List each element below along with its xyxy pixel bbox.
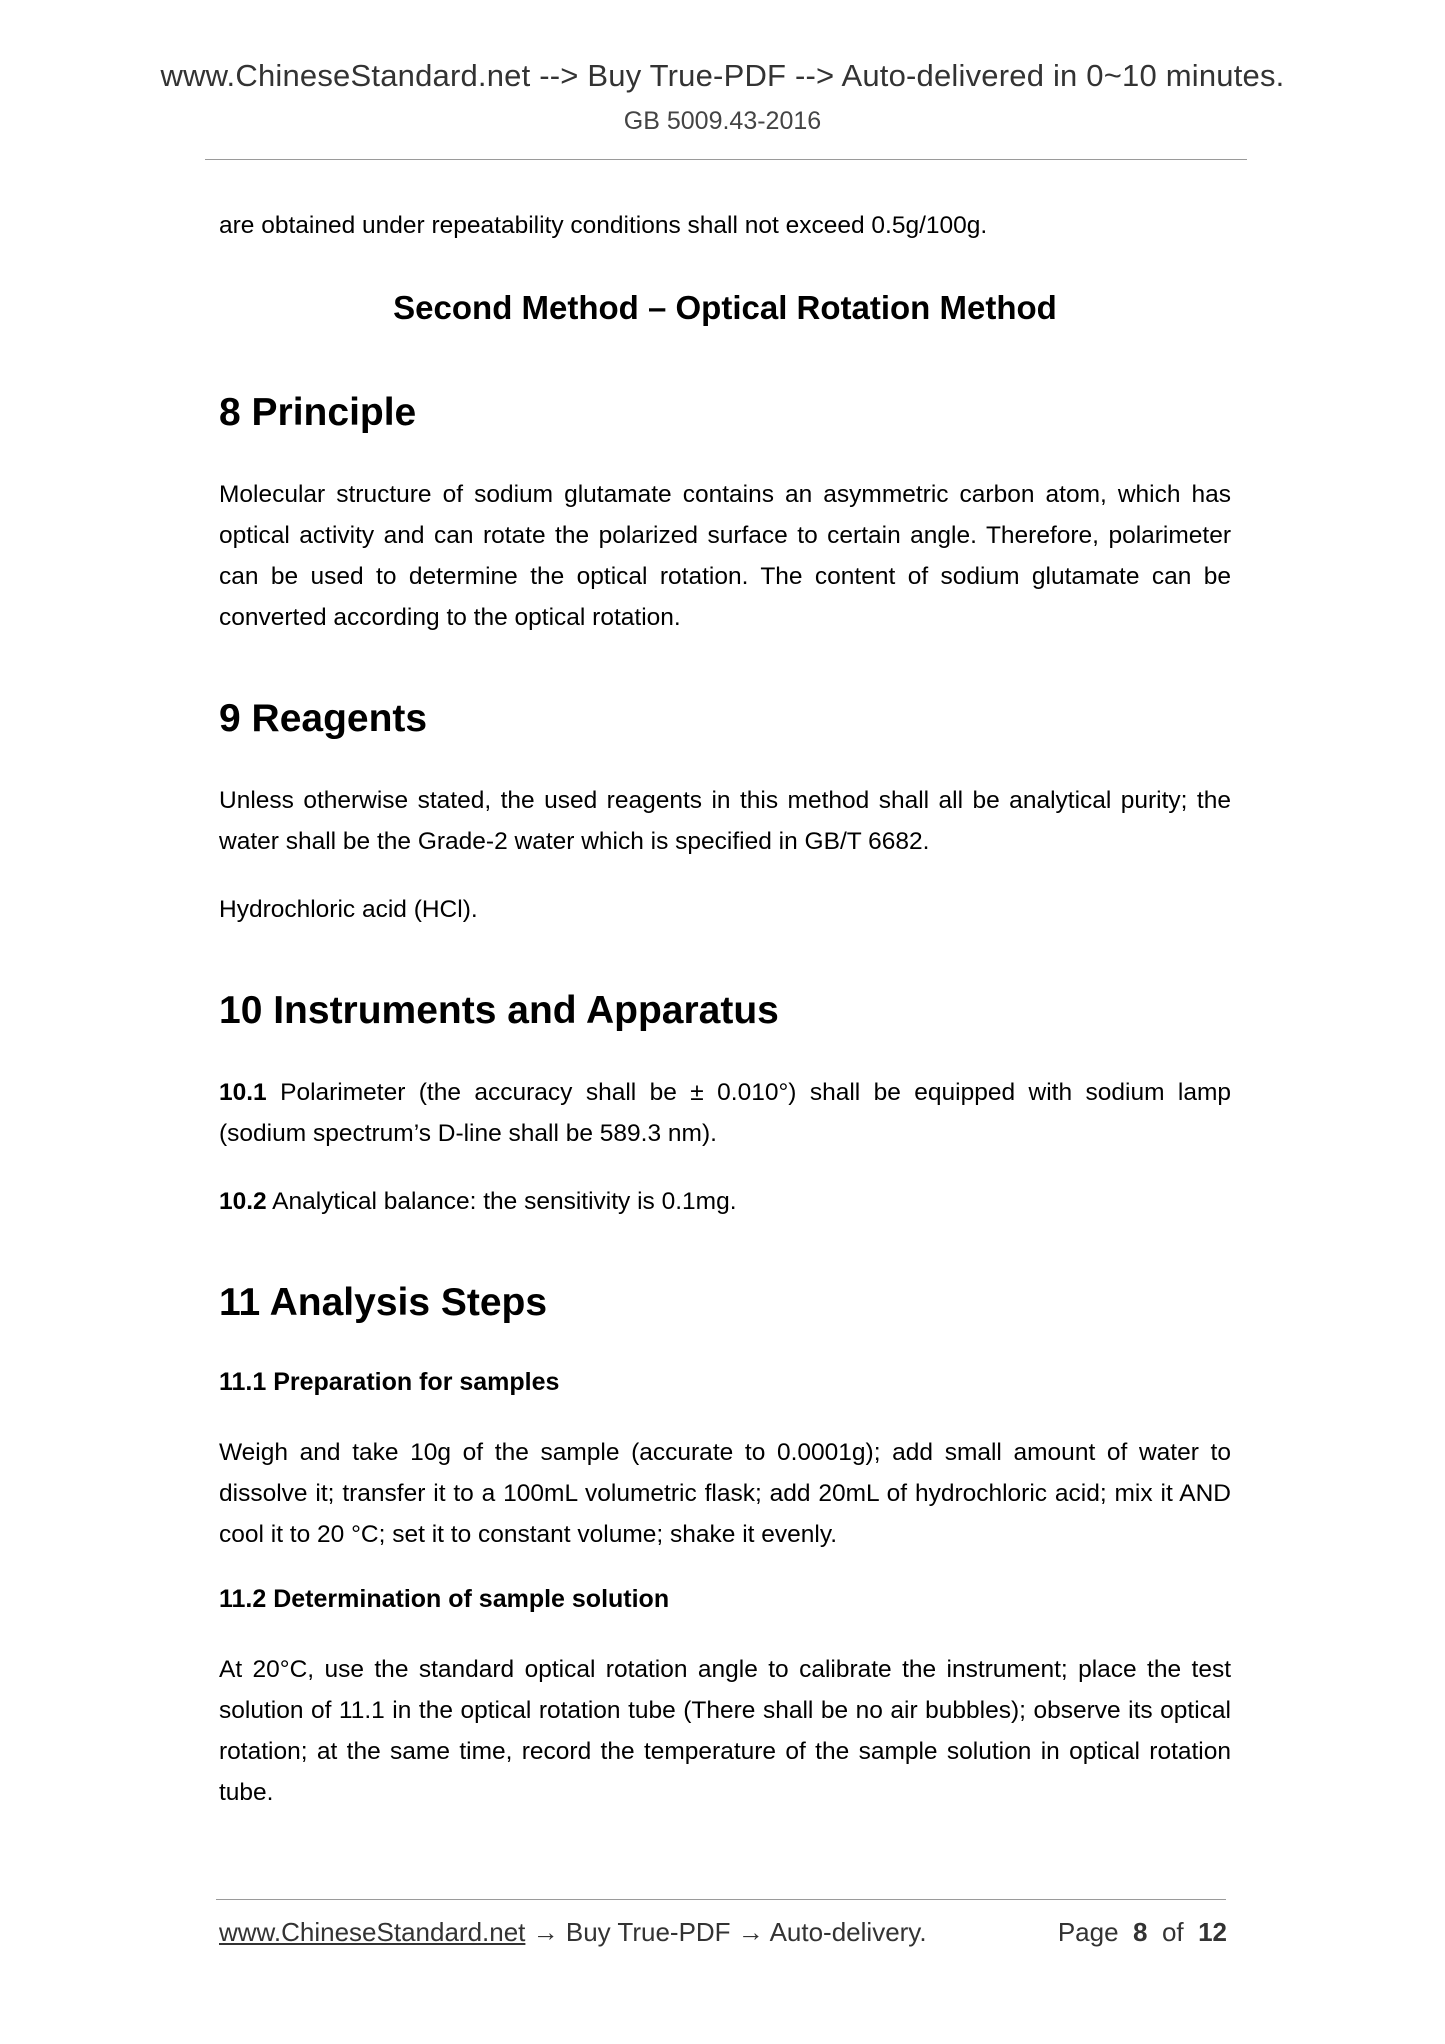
instrument-item-polarimeter: [219, 1072, 1231, 1154]
continued-paragraph: are obtained under repeatability conditions shall not exceed 0.5g/100g.: [219, 212, 988, 239]
current-page-number: 8: [1133, 1917, 1148, 1947]
page-body: [219, 205, 1231, 1813]
clause-text: Analytical balance: the sensitivity is 0.1mg.: [266, 1188, 737, 1215]
section-heading-instruments: 10 Instruments and Apparatus: [219, 989, 779, 1032]
footer-tagline: → Buy True-PDF → Auto-delivery.: [525, 1917, 927, 1947]
subsection-heading-determination: 11.2 Determination of sample solution: [219, 1585, 670, 1613]
page-word: Page: [1057, 1917, 1119, 1947]
instrument-item-balance: [219, 1181, 1231, 1222]
section-heading-principle: 8 Principle: [219, 391, 417, 434]
reagent-item-hcl: Hydrochloric acid (HCl).: [219, 896, 478, 923]
subsection-heading-preparation: 11.1 Preparation for samples: [219, 1368, 560, 1396]
footer-site-link[interactable]: www.ChineseStandard.net: [219, 1917, 526, 1947]
of-word: of: [1161, 1917, 1184, 1947]
reagents-paragraph: Unless otherwise stated, the used reagents in this method shall all be analytical purity; the water shall be the Grade-2 water which is specified in GB/T 6682.: [219, 787, 1231, 855]
footer-divider: [216, 1899, 1226, 1900]
clause-number: 10.1: [219, 1079, 267, 1106]
clause-text: Polarimeter (the accuracy shall be ± 0.010°) shall be equipped with sodium lamp (sodium spectrum’s D-line shall be 589.3 nm).: [219, 1079, 1231, 1147]
determination-paragraph: At 20°C, use the standard optical rotation angle to calibrate the instrument; place the test solution of 11.1 in the optical rotation tube (There shall be no air bubbles); observe its optical rotation; at the same time, record the temperature of the sample solution in optical rotation tube.: [219, 1656, 1231, 1806]
method-title: Second Method – Optical Rotation Method: [393, 289, 1057, 326]
total-page-count: 12: [1198, 1917, 1227, 1947]
footer-left: [219, 1917, 927, 1948]
page-footer: [219, 1917, 1227, 1953]
section-heading-reagents: 9 Reagents: [219, 697, 428, 740]
principle-paragraph: Molecular structure of sodium glutamate contains an asymmetric carbon atom, which has optical activity and can rotate the polarized surface to certain angle. Therefore, polarimeter can be used to determine the optical rotation. The content of sodium glutamate can be converted according to the optical rotation.: [219, 481, 1231, 631]
header-banner: www.ChineseStandard.net --> Buy True-PDF --> Auto-delivered in 0~10 minutes.: [160, 58, 1285, 93]
preparation-paragraph: Weigh and take 10g of the sample (accurate to 0.0001g); add small amount of water to dissolve it; transfer it to a 100mL volumetric flask; add 20mL of hydrochloric acid; mix it AND cool it to 20 °C; set it to constant volume; shake it evenly.: [219, 1439, 1231, 1548]
page-number-indicator: [1058, 1917, 1227, 1948]
header-divider: [205, 159, 1247, 160]
header-standard-number: GB 5009.43-2016: [623, 107, 822, 135]
section-heading-analysis-steps: 11 Analysis Steps: [219, 1281, 548, 1324]
clause-number: 10.2: [219, 1188, 267, 1215]
